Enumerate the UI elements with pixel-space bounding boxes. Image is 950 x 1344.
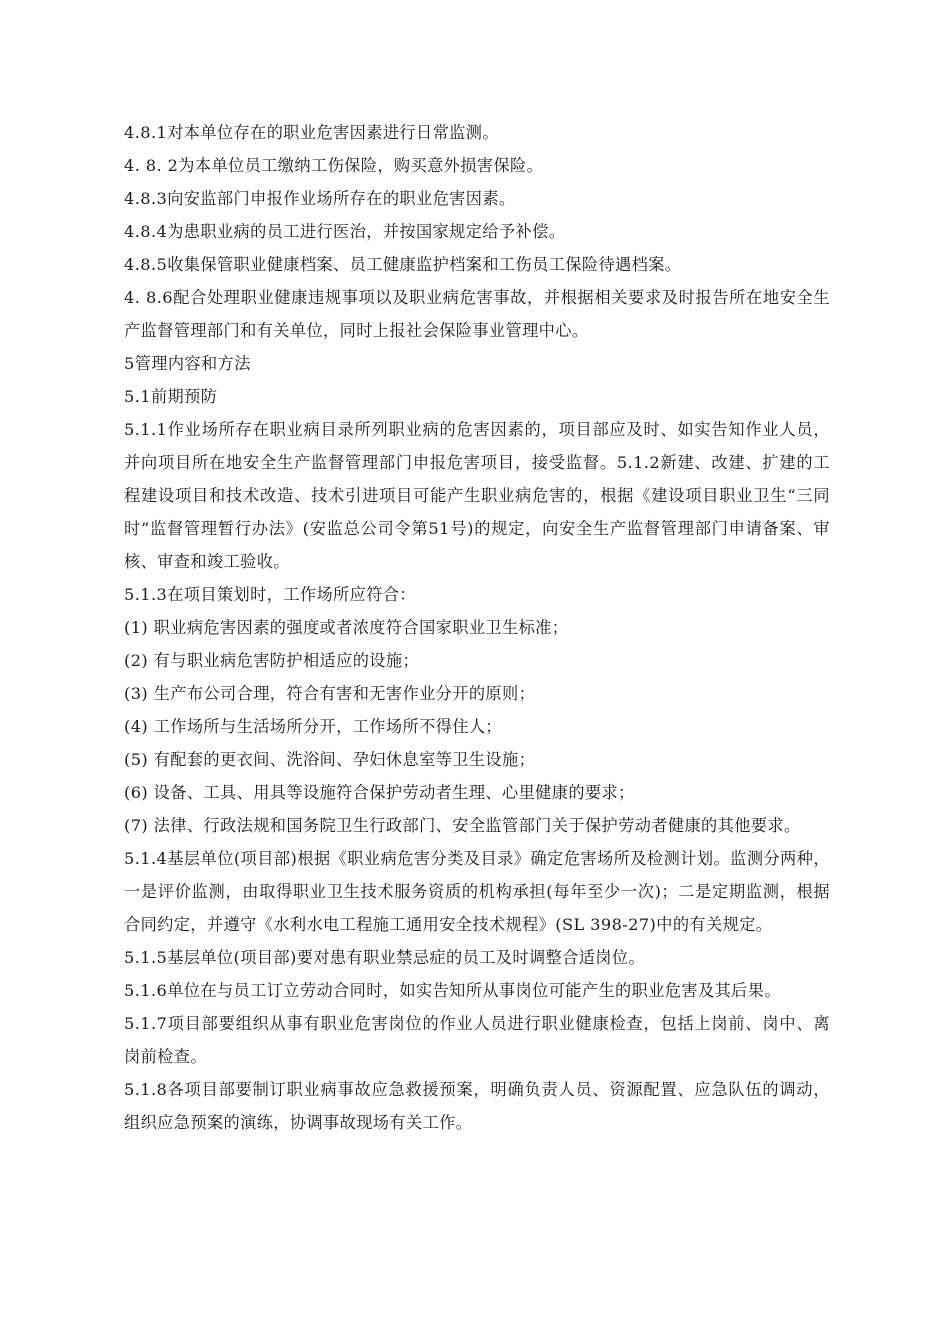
paragraph-5-1-6: 5.1.6单位在与员工订立劳动合同时，如实告知所从事岗位可能产生的职业危害及其后果。 [124, 981, 781, 1000]
section-heading-5-1: 5.1前期预防 [124, 387, 218, 406]
list-item-2: (2) 有与职业病危害防护相适应的设施； [124, 651, 420, 670]
list-item-4: (4) 工作场所与生活场所分开，工作场所不得住人； [124, 717, 503, 736]
paragraph-4-8-3: 4.8.3向安监部门申报作业场所存在的职业危害因素。 [124, 189, 516, 208]
paragraph-5-1-4: 5.1.4基层单位(项目部)根据《职业病危害分类及目录》确定危害场所及检测计划。监测分两种，一是评价监测，由取得职业卫生技术服务资质的机构承担(每年至少一次)；二是定期监测，根据合同约定，并遵守《水利水电工程施工通用安全技术规程》(SL 398-27)中的有关规定。 [124, 849, 830, 934]
paragraph-5-1-3: 5.1.3在项目策划时，工作场所应符合： [124, 585, 416, 604]
document-page [124, 116, 830, 1139]
list-item-1: (1) 职业病危害因素的强度或者浓度符合国家职业卫生标准； [124, 618, 569, 637]
section-heading-5: 5管理内容和方法 [124, 354, 251, 373]
paragraph-5-1-8: 5.1.8各项目部要制订职业病事故应急救援预案，明确负责人员、资源配置、应急队伍的调动，组织应急预案的演练，协调事故现场有关工作。 [124, 1080, 830, 1132]
paragraph-4-8-4: 4.8.4为患职业病的员工进行医治，并按国家规定给予补偿。 [124, 222, 566, 241]
paragraph-4-8-6: 4. 8.6配合处理职业健康违规事项以及职业病危害事故，并根据相关要求及时报告所在地安全生产监督管理部门和有关单位，同时上报社会保险事业管理中心。 [124, 288, 830, 340]
paragraph-5-1-5: 5.1.5基层单位(项目部)要对患有职业禁忌症的员工及时调整合适岗位。 [124, 948, 646, 967]
list-item-7: (7) 法律、行政法规和国务院卫生行政部门、安全监管部门关于保护劳动者健康的其他要求。 [124, 816, 801, 835]
paragraph-5-1-1: 5.1.1作业场所存在职业病目录所列职业病的危害因素的，项目部应及时、如实告知作业人员，并向项目所在地安全生产监督管理部门申报危害项目，接受监督。5.1.2新建、改建、扩建的工程建设项目和技术改造、技术引进项目可能产生职业病危害的，根据《建设项目职业卫生“三同时”监督管理暂行办法》(安监总公司令第51号)的规定，向安全生产监督管理部门申请备案、审核、审查和竣工验收。 [124, 420, 830, 571]
list-item-5: (5) 有配套的更衣间、洗浴间、孕妇休息室等卫生设施； [124, 750, 536, 769]
paragraph-4-8-5: 4.8.5收集保管职业健康档案、员工健康监护档案和工伤员工保险待遇档案。 [124, 255, 682, 274]
list-item-6: (6) 设备、工具、用具等设施符合保护劳动者生理、心里健康的要求； [124, 783, 635, 802]
paragraph-5-1-7: 5.1.7项目部要组织从事有职业危害岗位的作业人员进行职业健康检查，包括上岗前、岗中、离岗前检查。 [124, 1014, 830, 1066]
paragraph-4-8-2: 4. 8. 2为本单位员工缴纳工伤保险，购买意外损害保险。 [124, 156, 544, 175]
paragraph-4-8-1: 4.8.1对本单位存在的职业危害因素进行日常监测。 [124, 123, 499, 142]
list-item-3: (3) 生产布公司合理，符合有害和无害作业分开的原则； [124, 684, 536, 703]
